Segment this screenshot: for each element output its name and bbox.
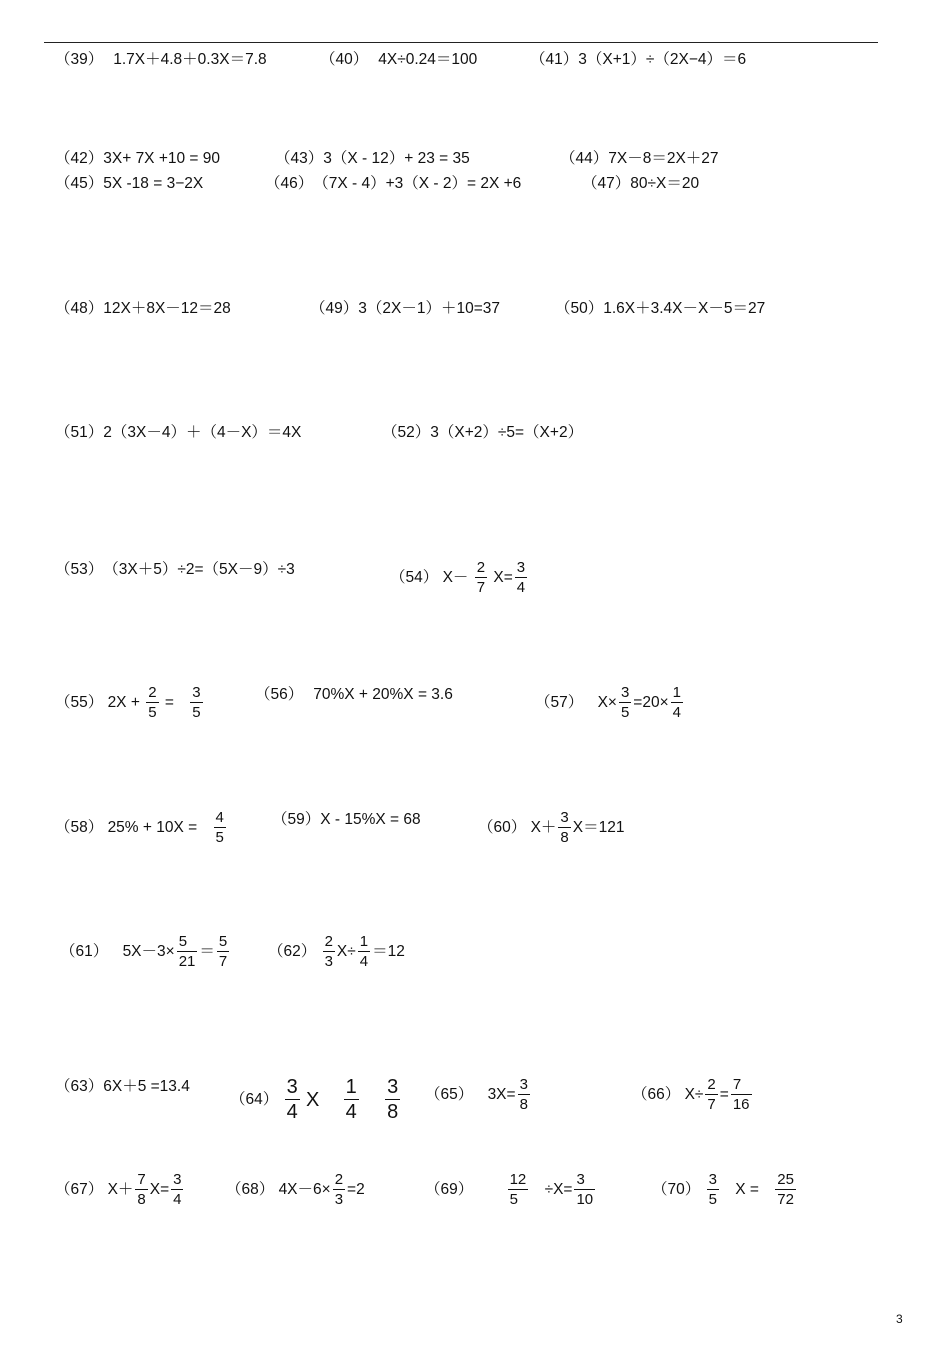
equation-part: X＋ — [107, 1180, 134, 1198]
denominator: 5 — [708, 1191, 717, 1208]
fraction — [731, 1075, 752, 1114]
denominator: 4 — [359, 953, 369, 970]
equation: 3（X+2）÷5=（X+2） — [430, 424, 584, 441]
equation-part: X＋ — [530, 818, 557, 836]
fraction — [217, 932, 229, 971]
numerator: 1 — [345, 1076, 357, 1098]
fraction — [707, 1170, 719, 1209]
equation-part: X — [306, 1088, 320, 1111]
denominator: 5 — [509, 1191, 518, 1208]
equation-part: =2 — [347, 1180, 365, 1198]
problem-64 — [230, 1075, 402, 1123]
problem-55 — [55, 683, 205, 721]
problem-label: （63） — [55, 1078, 104, 1095]
equation-part: 4X－6× — [278, 1180, 331, 1198]
problem-label: （45） — [55, 175, 104, 192]
problem-66 — [632, 1075, 754, 1113]
denominator: 8 — [137, 1191, 146, 1208]
numerator: 3 — [173, 1171, 182, 1188]
problem-60 — [478, 808, 625, 846]
fraction — [558, 808, 570, 847]
fraction — [146, 683, 158, 722]
fraction — [135, 1170, 147, 1209]
numerator: 2 — [148, 684, 157, 701]
equation: 12X＋8X－12＝28 — [103, 300, 231, 317]
equation-part: =20× — [633, 693, 669, 711]
numerator: 1 — [359, 933, 369, 950]
problem-56 — [255, 683, 453, 707]
problem-65 — [425, 1075, 532, 1113]
denominator: 7 — [476, 579, 486, 596]
equation: 70%X + 20%X = 3.6 — [313, 686, 453, 703]
problem-40 — [320, 48, 477, 72]
numerator: 3 — [574, 1170, 595, 1190]
fraction — [385, 1075, 400, 1124]
denominator: 5 — [215, 829, 224, 846]
equation-part: 3X= — [487, 1085, 516, 1103]
problem-label: （58） — [55, 818, 104, 836]
page-number: 3 — [896, 1312, 903, 1326]
denominator: 4 — [672, 704, 681, 721]
problem-label: （59） — [272, 811, 321, 828]
fraction — [574, 1170, 595, 1209]
numerator: 3 — [560, 809, 569, 826]
equation: 6X＋5 =13.4 — [103, 1078, 190, 1095]
problem-label: （64） — [230, 1090, 279, 1108]
problem-69 — [425, 1170, 597, 1208]
numerator: 3 — [708, 1171, 717, 1188]
equation: （7X - 4）+3（X - 2）= 2X +6 — [313, 175, 522, 192]
equation-part: 2X + — [107, 693, 140, 711]
problem-52 — [382, 421, 583, 445]
fraction — [177, 932, 198, 971]
equation-part: ÷X= — [544, 1180, 573, 1198]
equation-part: X= — [149, 1180, 170, 1198]
problem-49 — [310, 297, 500, 321]
equation-part: ＝12 — [372, 942, 405, 960]
numerator: 2 — [476, 559, 486, 576]
problem-label: （69） — [425, 1180, 474, 1198]
problem-label: （70） — [652, 1180, 701, 1198]
denominator: 4 — [173, 1191, 182, 1208]
problem-59 — [272, 808, 421, 832]
header-rule — [44, 42, 878, 43]
equation: 4X÷0.24＝100 — [378, 51, 478, 68]
problem-label: （66） — [632, 1085, 681, 1103]
equation-part: = — [719, 1085, 729, 1103]
equation: 1.7X＋4.8＋0.3X＝7.8 — [113, 51, 267, 68]
problem-41 — [530, 48, 746, 72]
problem-label: （51） — [55, 424, 104, 441]
problem-label: （68） — [226, 1180, 275, 1198]
denominator: 10 — [576, 1191, 594, 1208]
denominator: 5 — [620, 704, 630, 721]
problem-67 — [55, 1170, 185, 1208]
fraction — [323, 932, 335, 971]
numerator: 1 — [672, 684, 681, 701]
denominator: 4 — [516, 579, 526, 596]
numerator: 2 — [707, 1076, 716, 1093]
problem-label: （54） — [390, 568, 439, 586]
equation: 3（2X－1）＋10=37 — [358, 300, 500, 317]
equation: 2（3X－4）＋（4－X）＝4X — [103, 424, 302, 441]
denominator: 8 — [387, 1101, 399, 1123]
problem-53 — [55, 558, 295, 582]
problem-58 — [55, 808, 228, 846]
denominator: 8 — [560, 829, 569, 846]
fraction — [705, 1075, 717, 1114]
problem-68 — [226, 1170, 365, 1208]
problem-57 — [535, 683, 685, 721]
equation: X - 15%X = 68 — [320, 811, 421, 828]
equation-part: X = — [735, 1180, 759, 1198]
numerator: 7 — [137, 1171, 146, 1188]
problem-43 — [275, 147, 470, 171]
equation: （3X＋5）÷2=（5X－9）÷3 — [103, 561, 295, 578]
problem-63 — [55, 1075, 190, 1099]
numerator: 5 — [218, 933, 228, 950]
numerator: 3 — [519, 1076, 528, 1093]
problem-47 — [582, 172, 699, 196]
problem-46 — [265, 172, 521, 196]
equation-part: X× — [597, 693, 617, 711]
fraction — [515, 558, 527, 597]
equation-part: X= — [493, 568, 513, 586]
problem-label: （56） — [255, 686, 304, 703]
problem-label: （65） — [425, 1085, 474, 1103]
denominator: 3 — [324, 953, 333, 970]
equation: 3（X+1）÷（2X−4）＝6 — [578, 51, 747, 68]
numerator: 5 — [177, 932, 198, 952]
equation: 5X -18 = 3−2X — [103, 175, 204, 192]
fraction — [619, 683, 631, 722]
problem-label: （39） — [55, 51, 104, 68]
denominator: 4 — [345, 1101, 357, 1123]
problem-label: （49） — [310, 300, 359, 317]
equation: 80÷X＝20 — [630, 175, 700, 192]
numerator: 3 — [192, 684, 201, 701]
denominator: 5 — [148, 704, 157, 721]
problem-label: （46） — [265, 175, 314, 192]
equation-part: X＝121 — [572, 818, 625, 836]
denominator: 8 — [519, 1096, 528, 1113]
denominator: 72 — [777, 1191, 794, 1208]
problem-label: （62） — [268, 942, 317, 960]
problem-label: （67） — [55, 1180, 104, 1198]
equation-part: X－ — [442, 568, 469, 586]
problem-54 — [390, 558, 529, 596]
fraction — [671, 683, 683, 722]
denominator: 16 — [732, 1096, 750, 1113]
problem-label: （53） — [55, 561, 104, 578]
denominator: 21 — [178, 953, 196, 970]
problem-42 — [55, 147, 220, 171]
fraction — [775, 1170, 796, 1209]
problem-48 — [55, 297, 231, 321]
numerator: 3 — [516, 559, 526, 576]
denominator: 3 — [334, 1191, 344, 1208]
numerator: 2 — [334, 1171, 344, 1188]
problem-label: （42） — [55, 150, 104, 167]
problem-label: （52） — [382, 424, 431, 441]
numerator: 3 — [620, 684, 630, 701]
problem-70 — [652, 1170, 798, 1208]
problem-label: （40） — [320, 51, 369, 68]
numerator: 2 — [324, 933, 333, 950]
fraction — [344, 1075, 359, 1124]
equation: 7X－8＝2X＋27 — [608, 150, 719, 167]
denominator: 5 — [192, 704, 201, 721]
problem-61 — [60, 932, 231, 970]
fraction — [190, 683, 202, 722]
equation-part: = — [164, 693, 174, 711]
equation: 3（X - 12）+ 23 = 35 — [323, 150, 470, 167]
fraction — [508, 1170, 529, 1209]
fraction — [518, 1075, 530, 1114]
fraction — [171, 1170, 183, 1209]
problem-50 — [555, 297, 765, 321]
numerator: 25 — [777, 1171, 794, 1188]
equation-part: 25% + 10X = — [107, 818, 198, 836]
problem-62 — [268, 932, 405, 970]
equation: 1.6X＋3.4X－X－5＝27 — [603, 300, 766, 317]
problem-45 — [55, 172, 203, 196]
fraction — [475, 558, 487, 597]
numerator: 3 — [286, 1076, 298, 1098]
equation-part: X÷ — [336, 942, 356, 960]
problem-label: （57） — [535, 693, 584, 711]
denominator: 7 — [218, 953, 228, 970]
equation-part: 5X－3× — [122, 942, 175, 960]
equation-part: ＝ — [199, 942, 215, 960]
equation: 3X+ 7X +10 = 90 — [103, 150, 221, 167]
problem-label: （41） — [530, 51, 579, 68]
problem-label: （47） — [582, 175, 631, 192]
fraction — [214, 808, 226, 847]
problem-label: （61） — [60, 942, 109, 960]
problem-label: （50） — [555, 300, 604, 317]
fraction — [285, 1075, 300, 1124]
problem-label: （43） — [275, 150, 324, 167]
denominator: 7 — [707, 1096, 716, 1113]
numerator: 12 — [509, 1171, 527, 1188]
numerator: 4 — [215, 809, 224, 826]
problem-label: （48） — [55, 300, 104, 317]
problem-44 — [560, 147, 719, 171]
fraction — [358, 932, 370, 971]
problem-39 — [55, 48, 267, 72]
problem-label: （60） — [478, 818, 527, 836]
denominator: 4 — [286, 1101, 298, 1123]
equation-part: X÷ — [684, 1085, 704, 1103]
numerator: 7 — [731, 1075, 752, 1095]
numerator: 3 — [387, 1076, 399, 1098]
problem-label: （44） — [560, 150, 609, 167]
problem-51 — [55, 421, 301, 445]
fraction — [333, 1170, 345, 1209]
problem-label: （55） — [55, 693, 104, 711]
